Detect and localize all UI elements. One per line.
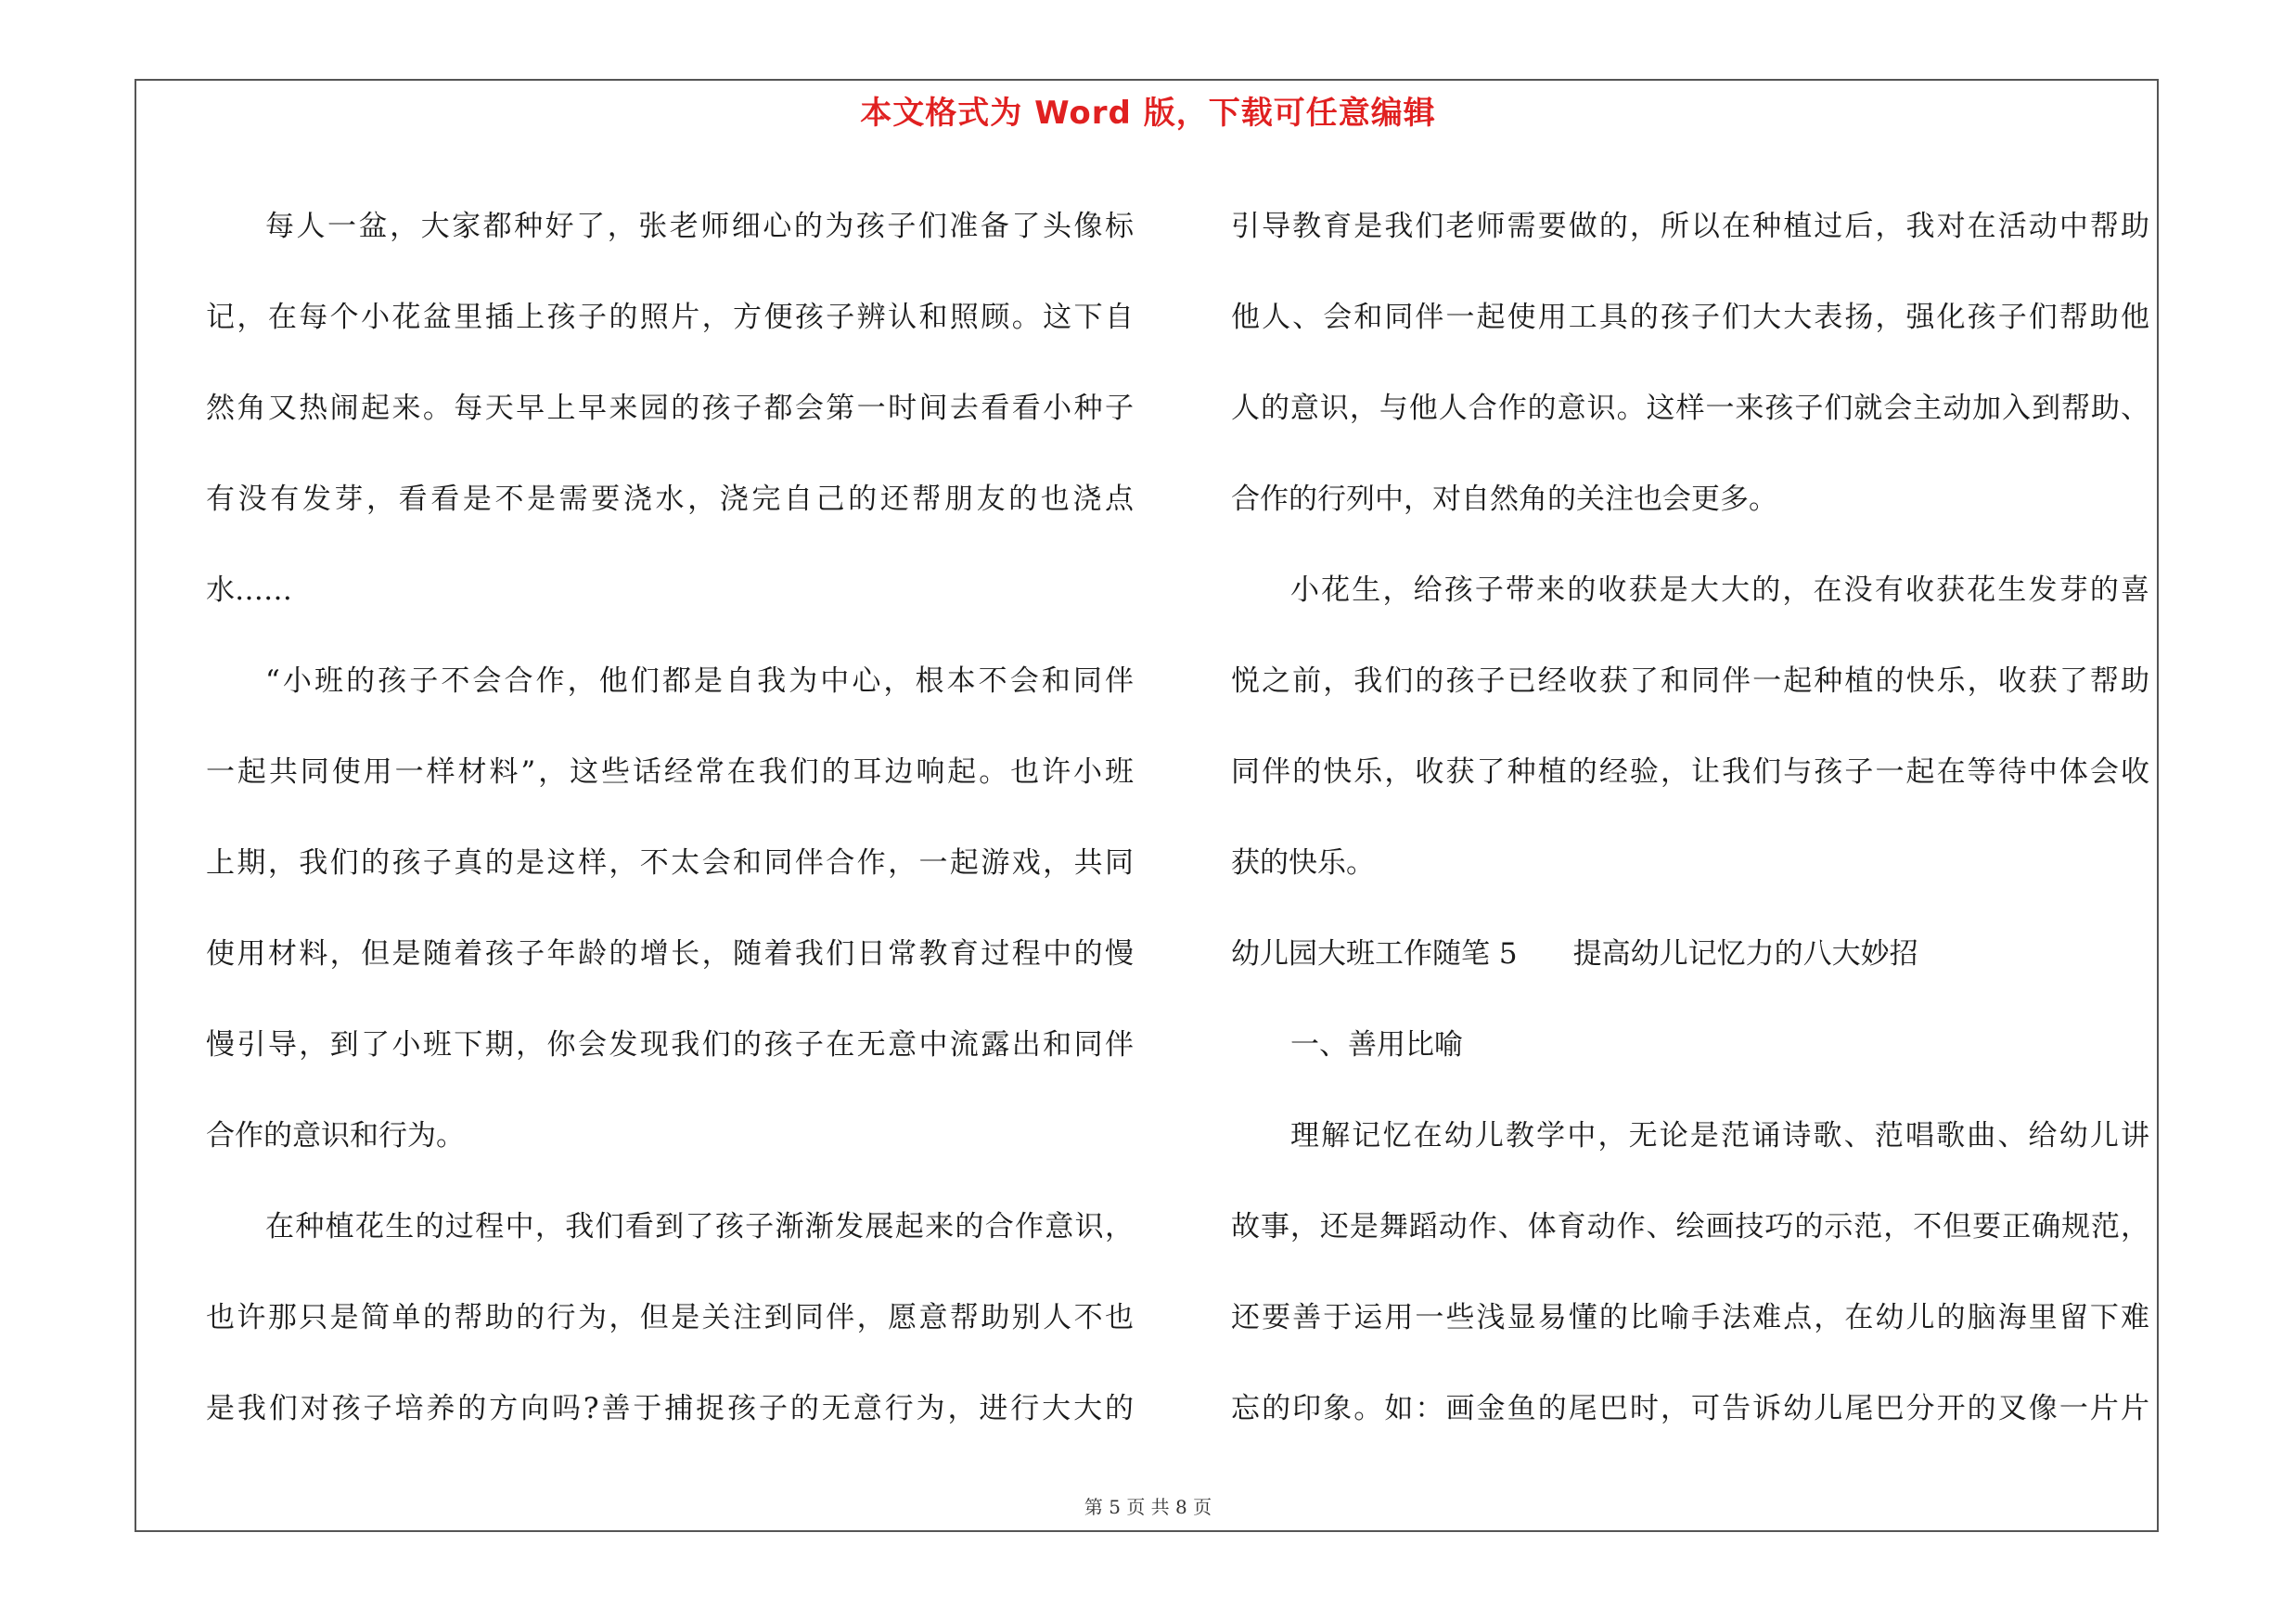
text-line: 使用材料，但是随着孩子年龄的增长，随着我们日常教育过程中的慢 <box>206 937 1134 971</box>
subheading: 一、善用比喻 <box>1290 1028 1463 1062</box>
text-line: 小花生，给孩子带来的收获是大大的，在没有收获花生发芽的喜 <box>1290 573 2149 607</box>
text-line: 获的快乐。 <box>1231 846 1375 880</box>
text-line: 在种植花生的过程中，我们看到了孩子渐渐发展起来的合作意识， <box>265 1210 1134 1243</box>
text-line: 一起共同使用一样材料”，这些话经常在我们的耳边响起。也许小班 <box>206 755 1134 789</box>
text-line: 悦之前，我们的孩子已经收获了和同伴一起种植的快乐，收获了帮助 <box>1231 664 2149 698</box>
text-line: 上期，我们的孩子真的是这样，不太会和同伴合作，一起游戏，共同 <box>206 846 1134 880</box>
section-heading-number: 幼儿园大班工作随笔 5 <box>1231 937 1518 971</box>
word-format-banner: 本文格式为 Word 版，下载可任意编辑 <box>860 95 1436 132</box>
right-text-column <box>1231 181 2149 1454</box>
text-line: 合作的行列中，对自然角的关注也会更多。 <box>1231 483 1777 516</box>
text-line: 忘的印象。如：画金鱼的尾巴时，可告诉幼儿尾巴分开的叉像一片片 <box>1231 1392 2149 1425</box>
text-line: 他人、会和同伴一起使用工具的孩子们大大表扬，强化孩子们帮助他 <box>1231 301 2149 334</box>
text-line: 还要善于运用一些浅显易懂的比喻手法难点，在幼儿的脑海里留下难 <box>1231 1301 2149 1334</box>
text-line: “小班的孩子不会合作，他们都是自我为中心，根本不会和同伴 <box>265 664 1134 698</box>
text-line: 同伴的快乐，收获了种植的经验，让我们与孩子一起在等待中体会收 <box>1231 755 2149 789</box>
text-line: 也许那只是简单的帮助的行为，但是关注到同伴，愿意帮助别人不也 <box>206 1301 1134 1334</box>
page-number-footer: 第 5 页 共 8 页 <box>1084 1496 1212 1518</box>
text-line: 慢引导，到了小班下期，你会发现我们的孩子在无意中流露出和同伴 <box>206 1028 1134 1062</box>
section-heading-title: 提高幼儿记忆力的八大妙招 <box>1572 937 1918 971</box>
text-line: 人的意识，与他人合作的意识。这样一来孩子们就会主动加入到帮助、 <box>1231 392 2149 425</box>
left-text-column <box>206 181 1134 1454</box>
text-line: 记，在每个小花盆里插上孩子的照片，方便孩子辨认和照顾。这下自 <box>206 301 1134 334</box>
text-line: 理解记忆在幼儿教学中，无论是范诵诗歌、范唱歌曲、给幼儿讲 <box>1290 1119 2149 1153</box>
text-line: 故事，还是舞蹈动作、体育动作、绘画技巧的示范，不但要正确规范， <box>1231 1210 2149 1243</box>
section-heading <box>1231 908 2149 999</box>
text-line: 合作的意识和行为。 <box>206 1119 465 1153</box>
text-line: 水…… <box>206 573 292 607</box>
text-line: 然角又热闹起来。每天早上早来园的孩子都会第一时间去看看小种子 <box>206 392 1134 425</box>
text-line: 是我们对孩子培养的方向吗?善于捕捉孩子的无意行为，进行大大的 <box>206 1392 1134 1425</box>
text-line: 每人一盆，大家都种好了，张老师细心的为孩子们准备了头像标 <box>265 210 1134 243</box>
text-line: 有没有发芽，看看是不是需要浇水，浇完自己的还帮朋友的也浇点 <box>206 483 1134 516</box>
text-line: 引导教育是我们老师需要做的，所以在种植过后，我对在活动中帮助 <box>1231 210 2149 243</box>
